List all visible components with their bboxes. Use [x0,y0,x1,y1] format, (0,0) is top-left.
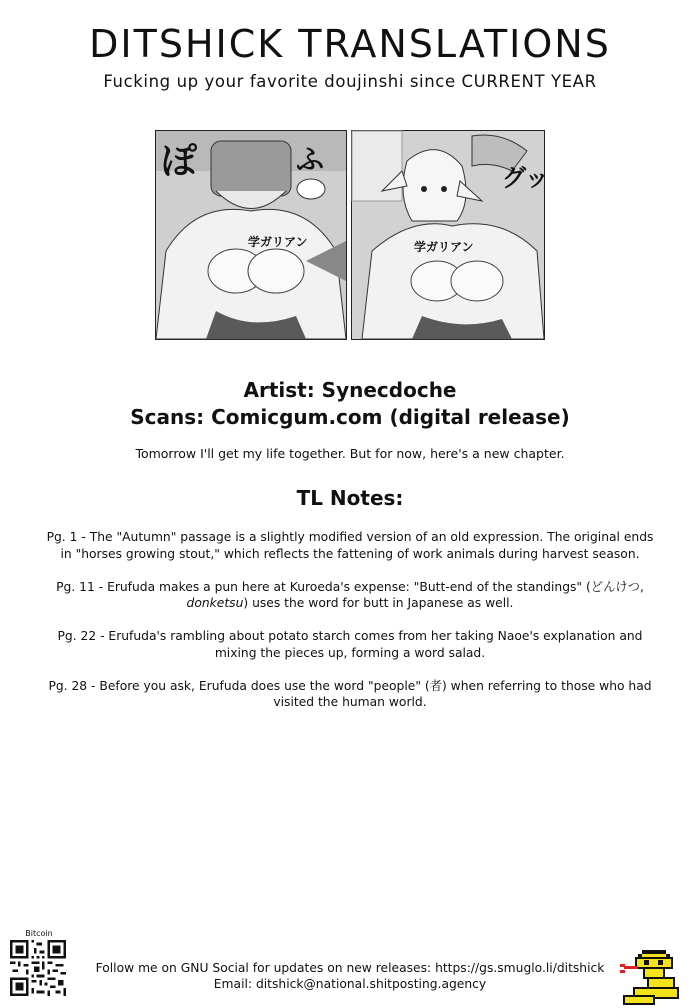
tl-note-4: Pg. 28 - Before you ask, Erufuda does use the word "people" (者) when referring to those who had visited the human world. [48,678,652,709]
manga-panel-right [351,130,549,340]
scans-credit: Scans: Comicgum.com (digital release) [130,405,570,429]
manga-panel-left [155,130,347,340]
artist-credit: Artist: Synecdoche [243,378,457,402]
svg-text:学ガリアン: 学ガリアン [248,235,308,249]
manga-illustration-right [352,131,549,339]
manga-panels [155,130,549,340]
manga-illustration-left [156,131,346,339]
footer [60,960,640,992]
page-title: DITSHICK TRANSLATIONS [89,22,611,66]
qr-code-icon [10,940,66,996]
tl-note-2 [45,579,655,612]
tl-notes-heading: TL Notes: [296,486,404,510]
page-subtitle: Fucking up your favorite doujinshi since CURRENT YEAR [103,72,597,91]
sfx-gu: グッ [502,164,549,192]
snake-mascot-icon [614,948,684,1006]
tl-note-3: Pg. 22 - Erufuda's rambling about potato starch comes from her taking Naoe's explanation and mixing the pieces up, forming a word salad. [57,629,643,660]
tl-note-2-part-c: ) uses the word for butt in Japanese as well. [243,596,514,610]
svg-text:学ガリアン: 学ガリアン [414,240,474,254]
social-line[interactable]: Follow me on GNU Social for updates on new releases: https://gs.smuglo.li/ditshick [95,961,605,975]
credits [0,377,700,431]
sfx-fu: ふ [296,143,325,176]
sfx-po: ぽ [161,141,198,182]
tl-note-1: Pg. 1 - The "Autumn" passage is a slightly modified version of an old expression. The original ends in "horses growing stout," which reflects the fattening of work animals during harvest season. [46,530,654,561]
tagline: Tomorrow I'll get my life together. But for now, here's a new chapter. [135,446,565,461]
tl-note-2-part-a: Pg. 11 - Erufuda makes a pun here at Kuroeda's expense: "Butt-end of the standings" (どんけつ, [56,579,644,594]
email-line[interactable]: Email: ditshick@national.shitposting.agency [213,977,487,991]
tl-notes [45,529,655,727]
tl-note-2-italic: donketsu [186,596,244,610]
qr-label: Bitcoin [25,929,53,938]
